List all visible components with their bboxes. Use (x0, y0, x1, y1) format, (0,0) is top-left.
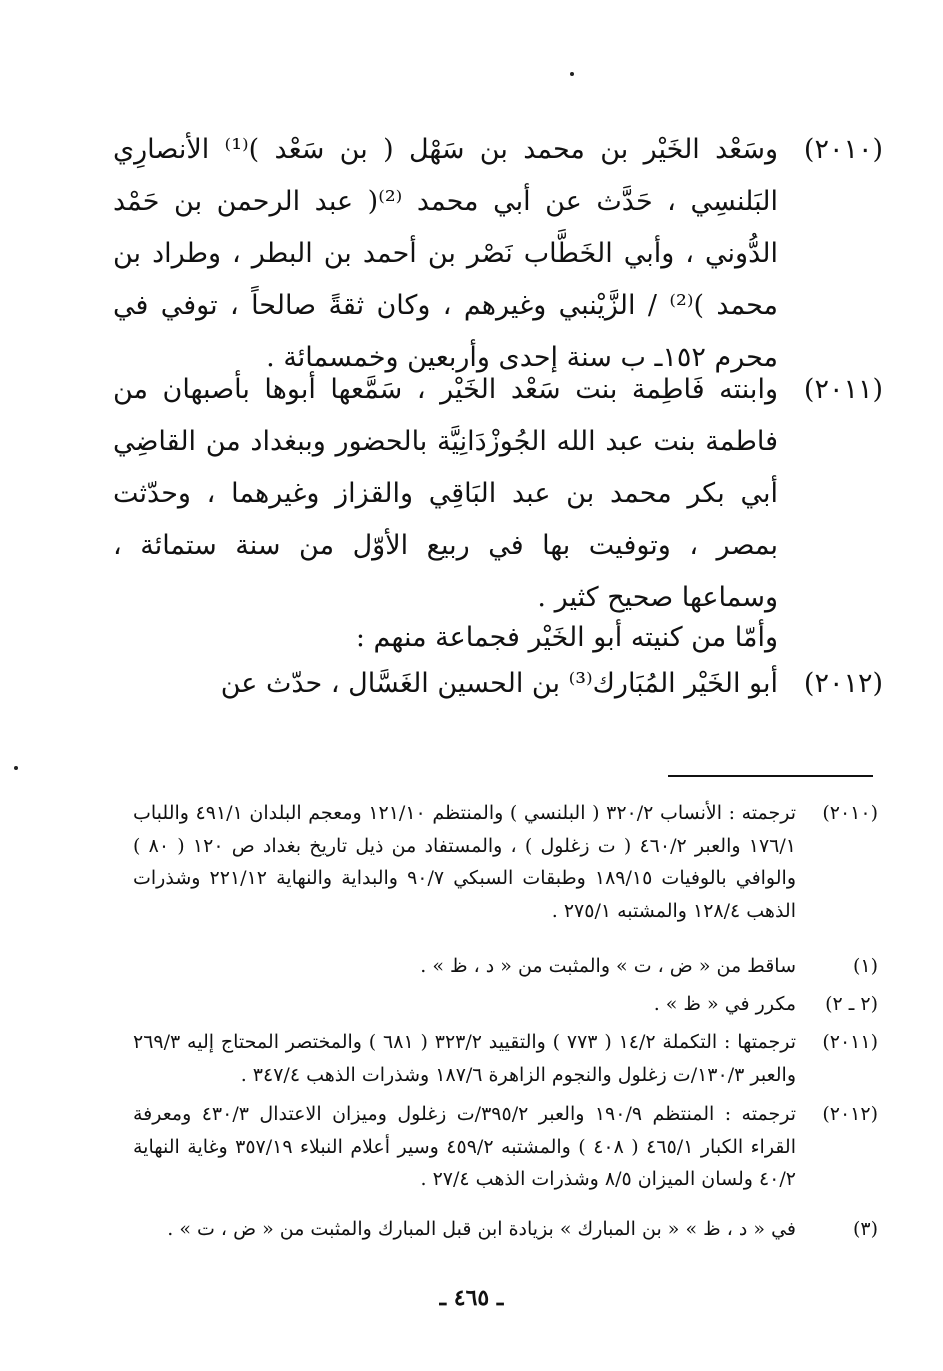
ink-speck (14, 766, 18, 770)
entry-number: (٢٠١٢) (803, 668, 883, 699)
footnote-2011 (133, 1026, 878, 1091)
ink-speck (570, 72, 574, 76)
biography-entry-2012 (113, 658, 883, 710)
footnote-number: (١) (852, 955, 878, 977)
entry-text: أبو الخَيْر المُبَارك⁽³⁾ بن الحسين الغَسَّال ، حدّث عن (220, 668, 778, 699)
footnote-separator (668, 775, 873, 777)
section-heading: وأمّا من كنيته أبو الخَيْر فجماعة منهم : (355, 622, 778, 653)
entry-number: (٢٠١٠) (803, 134, 883, 165)
biography-entry-2011 (113, 364, 883, 624)
footnote-2010 (133, 797, 878, 927)
footnote-text: ساقط من « ض ، ت » والمثبت من « د ، ظ » . (420, 955, 796, 977)
page-number: ـ ٤٦٥ ـ (439, 1285, 504, 1311)
entry-number: (٢٠١١) (803, 374, 883, 405)
footnote-number: (٢٠١٠) (822, 802, 878, 824)
entry-text: وسَعْد الخَيْر بن محمد بن سَهْل ( بن سَعْد )⁽¹⁾ الأنصارِي البَلنسِي ، حَدَّث عن أبي محمد ⁽²⁾( عبد الرحمن بن حَمْد الدُّوني ، وأبي الخَطَّاب نَصْر بن أحمد بن البطر ، وطراد بن محمد )⁽²⁾ / الزَّيْنبي وغيرهم ، وكان ثقةً صالحاً ، توفي في محرم ١٥٢ـ ب سنة إحدى وأربعين وخمسمائة . (113, 134, 779, 373)
footnote-text: ترجمتها : التكملة ١٤/٢ ( ٧٧٣ ) والتقييد ٣٢٣/٢ ( ٦٨١ ) والمختصر المحتاج إليه ٢٦٩/٣ والعبر ١٣٠/٣/ت زغلول والنجوم الزاهرة ١٨٧/٦ وشذرات الذهب ٣٤٧/٤ . (133, 1031, 796, 1086)
footnote-number: (٣) (852, 1218, 878, 1240)
entry-text: وابنته فَاطِمة بنت سَعْد الخَيْر ، سَمَّعها أبوها بأصبهان من فاطمة بنت عبد الله الجُوزْدَانِيَّة بالحضور وببغداد من القاضِي أبي بكر محمد بن عبد البَاقِي والقزاز وغيرهما ، وحدّثت بمصر ، وتوفيت بها في ربيع الأوّل من سنة ستمائة ، وسماعها صحيح كثير . (113, 374, 778, 613)
footnote-text: في « د ، ظ » « بن المبارك » بزيادة ابن قبل المبارك والمثبت من « ض ، ت » . (167, 1218, 796, 1240)
footnote-number: (٢٠١٢) (822, 1103, 878, 1125)
footnote-text: مكرر في « ظ » . (653, 993, 796, 1015)
footnote-text: ترجمته : الأنساب ٣٢٠/٢ ( البلنسي ) والمنتظم ١٢١/١٠ ومعجم البلدان ٤٩١/١ واللباب ١٧٦/١ والعبر ٤٦٠/٢ ( ت زغلول ) ، والمستفاد من ذيل تاريخ بغداد ص ١٢٠ ( ٨٠ ) والوافي بالوفيات ١٨٩/١٥ وطبقات السبكي ٩٠/٧ والبداية والنهاية ٢٢١/١٢ وشذرات الذهب ١٢٨/٤ والمشتبه ٢٧٥/١ . (133, 802, 796, 922)
footnote-text: ترجمته : المنتظم ١٩٠/٩ والعبر ٣٩٥/٢/ت زغلول وميزان الاعتدال ٤٣٠/٣ ومعرفة القراء الكبار ٤٦٥/١ ( ٤٠٨ ) والمشتبه ٤٥٩/٢ وسير أعلام النبلاء ٣٥٧/١٩ وغاية النهاية ٤٠/٢ ولسان الميزان ٨/٥ وشذرات الذهب ٢٧/٤ . (133, 1103, 796, 1190)
footnote-2-2 (133, 988, 878, 1021)
footnote-number: (٢٠١١) (822, 1031, 878, 1053)
biography-entry-2010 (113, 124, 883, 384)
footnote-3 (133, 1213, 878, 1246)
footnote-1 (133, 950, 878, 983)
footnote-number: (٢ ـ ٢) (825, 993, 878, 1015)
footnote-2012 (133, 1098, 878, 1196)
